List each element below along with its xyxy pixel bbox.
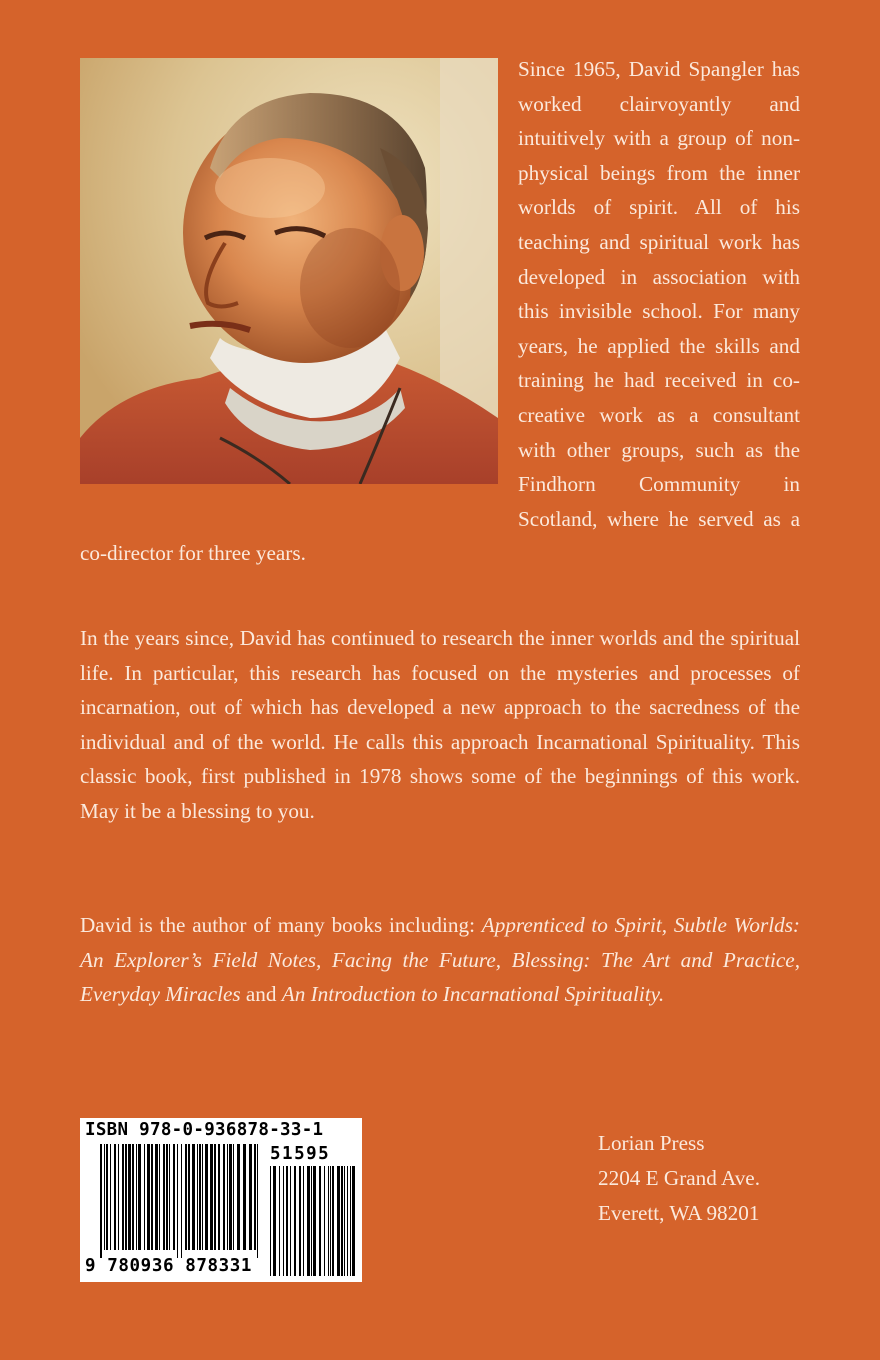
barcode-bar bbox=[163, 1144, 165, 1250]
publisher-city: Everett, WA 98201 bbox=[598, 1201, 760, 1225]
barcode-bar bbox=[294, 1166, 296, 1276]
barcode-bar bbox=[199, 1144, 201, 1250]
barcode-addon-digits: 51595 bbox=[270, 1144, 331, 1164]
bibliography-conjunction: and bbox=[240, 982, 282, 1007]
barcode-bar bbox=[205, 1144, 208, 1250]
portrait-wrap-spacer bbox=[80, 52, 518, 518]
barcode-bar bbox=[227, 1144, 228, 1250]
book-titles-list: Apprenticed to Spirit, Subtle Worlds: An Explorer’s Field Notes, Facing the Future, Blessing: The Art and Practice, Everyday Miracles bbox=[80, 913, 800, 1007]
barcode-bar bbox=[332, 1166, 334, 1276]
barcode-bar bbox=[173, 1144, 175, 1250]
barcode-bar bbox=[128, 1144, 131, 1250]
barcode-bar bbox=[273, 1166, 276, 1276]
barcode-bar bbox=[237, 1144, 240, 1250]
barcode-bar bbox=[218, 1144, 220, 1250]
barcode-bar bbox=[233, 1144, 234, 1250]
barcode-bar bbox=[144, 1144, 145, 1250]
barcode-bar bbox=[223, 1144, 225, 1250]
barcode-bar bbox=[159, 1144, 160, 1250]
barcode-bar bbox=[118, 1144, 119, 1250]
barcode-bar bbox=[169, 1144, 170, 1250]
barcode-bar bbox=[132, 1144, 134, 1250]
barcode-bar bbox=[122, 1144, 124, 1250]
book-title-last: An Introduction to Incarnational Spirituality. bbox=[281, 982, 665, 1007]
barcode-bar bbox=[279, 1166, 280, 1276]
barcode-bar bbox=[155, 1144, 158, 1250]
barcode-bar bbox=[106, 1144, 108, 1250]
barcode-bar bbox=[347, 1166, 348, 1276]
bibliography-paragraph bbox=[80, 908, 800, 1012]
barcode-bar bbox=[114, 1144, 116, 1250]
barcode-bar bbox=[303, 1166, 304, 1276]
barcode-bar bbox=[249, 1144, 252, 1250]
barcode-bar bbox=[319, 1166, 321, 1276]
barcode-bar bbox=[166, 1144, 168, 1250]
publisher-name: Lorian Press bbox=[598, 1131, 705, 1155]
publisher-street: 2204 E Grand Ave. bbox=[598, 1166, 761, 1190]
barcode-bar bbox=[311, 1166, 312, 1276]
barcode-bar bbox=[210, 1144, 213, 1250]
barcode-bar bbox=[254, 1144, 256, 1250]
barcode-bar bbox=[350, 1166, 351, 1276]
barcode-bar bbox=[341, 1166, 343, 1276]
barcode-bar bbox=[290, 1166, 291, 1276]
barcode-bar bbox=[177, 1144, 178, 1258]
barcode-bar bbox=[270, 1166, 271, 1276]
barcode-bar bbox=[352, 1166, 355, 1276]
bibliography-intro: David is the author of many books including: bbox=[80, 913, 482, 937]
barcode-bar bbox=[330, 1166, 331, 1276]
barcode-bar bbox=[188, 1144, 190, 1250]
barcode-bar bbox=[185, 1144, 187, 1250]
barcode-bar bbox=[100, 1144, 102, 1258]
publisher-address bbox=[598, 1126, 760, 1231]
barcode-bar bbox=[283, 1166, 284, 1276]
barcode-bar bbox=[138, 1144, 141, 1250]
barcode-bar bbox=[214, 1144, 216, 1250]
barcode-bar bbox=[299, 1166, 301, 1276]
barcode-bar bbox=[328, 1166, 329, 1276]
barcode-bar bbox=[202, 1144, 203, 1250]
barcode-bar bbox=[151, 1144, 153, 1250]
barcode-bar bbox=[337, 1166, 340, 1276]
barcode-digits: 9 780936 878331 bbox=[85, 1256, 253, 1276]
barcode-bar bbox=[125, 1144, 127, 1250]
barcode-bar bbox=[324, 1166, 325, 1276]
barcode-bar bbox=[257, 1144, 258, 1258]
barcode-bar bbox=[229, 1144, 232, 1250]
isbn-barcode bbox=[80, 1118, 362, 1282]
barcode-bar bbox=[136, 1144, 137, 1250]
barcode-bar bbox=[181, 1144, 182, 1258]
barcode-bar bbox=[110, 1144, 111, 1250]
bio-text-1: Since 1965, David Spangler has worked clairvoyantly and intuitively with a group of non-physical beings from the inner worlds of spirit. All of his teaching and spiritual work has developed in association with this invisible school. For many years, he applied the skills and training he had received in co-creative work as a consultant with other groups, such as the Findhorn Community in Scotland, where he served as a co-director for three years. bbox=[80, 57, 800, 566]
barcode-bar bbox=[243, 1144, 246, 1250]
bio-paragraph-1 bbox=[80, 52, 800, 571]
barcode-bar bbox=[344, 1166, 345, 1276]
barcode-bar bbox=[147, 1144, 150, 1250]
barcode-bar bbox=[197, 1144, 198, 1250]
barcode-bar bbox=[313, 1166, 316, 1276]
bio-paragraph-2: In the years since, David has continued to research the inner worlds and the spiritual life. In particular, this research has focused on the mysteries and processes of incarnation, out of which has developed a new approach to the sacredness of the individual and of the world. He calls this approach Incarnational Spirituality. This classic book, first published in 1978 shows some of the beginnings of this work. May it be a blessing to you. bbox=[80, 626, 800, 823]
isbn-label: ISBN 978-0-936878-33-1 bbox=[85, 1120, 324, 1140]
barcode-bar bbox=[192, 1144, 195, 1250]
barcode-bar bbox=[307, 1166, 310, 1276]
barcode-bar bbox=[104, 1144, 105, 1250]
barcode-bar bbox=[286, 1166, 288, 1276]
